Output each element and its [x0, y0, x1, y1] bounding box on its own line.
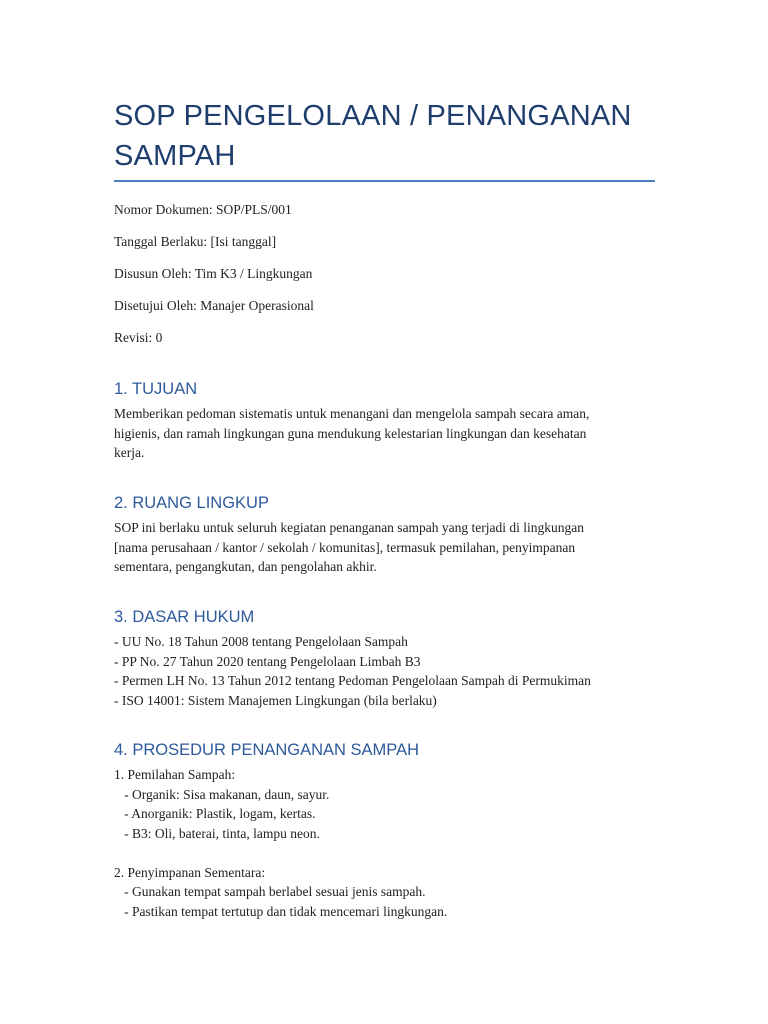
section-body-ruang-lingkup: [114, 518, 644, 577]
meta-nomor-dokumen: Nomor Dokumen: SOP/PLS/001: [114, 202, 292, 217]
meta-disusun-oleh: Disusun Oleh: Tim K3 / Lingkungan: [114, 266, 313, 281]
meta-revisi: Revisi: 0: [114, 330, 163, 345]
list-item: - Pastikan tempat tertutup dan tidak mencemari lingkungan.: [114, 903, 448, 919]
section-body-dasar-hukum: [114, 632, 644, 710]
list-item: - Organik: Sisa makanan, daun, sayur.: [114, 786, 330, 802]
section-body-tujuan: [114, 404, 644, 463]
list-item: - Gunakan tempat sampah berlabel sesuai jenis sampah.: [114, 884, 426, 899]
section-heading-ruang-lingkup: 2. RUANG LINGKUP: [114, 494, 269, 512]
section-heading-tujuan: 1. TUJUAN: [114, 380, 198, 398]
section-body-prosedur: [114, 765, 644, 921]
meta-disetujui-oleh: Disetujui Oleh: Manajer Operasional: [114, 298, 314, 313]
list-item: - PP No. 27 Tahun 2020 tentang Pengelolaan Limbah B3: [114, 653, 421, 669]
document-title: SOP PENGELOLAAN / PENANGANAN SAMPAH: [114, 100, 632, 172]
list-item: - UU No. 18 Tahun 2008 tentang Pengelolaan Sampah: [114, 634, 408, 649]
list-item: - Permen LH No. 13 Tahun 2012 tentang Pedoman Pengelolaan Sampah di Permukiman: [114, 673, 591, 688]
list-item: - ISO 14001: Sistem Manajemen Lingkungan (bila berlaku): [114, 692, 437, 708]
meta-tanggal-berlaku: Tanggal Berlaku: [Isi tanggal]: [114, 234, 277, 249]
title-divider: [114, 180, 655, 182]
section-heading-prosedur: 4. PROSEDUR PENANGANAN SAMPAH: [114, 741, 420, 759]
list-item: [114, 843, 644, 863]
list-item: - B3: Oli, baterai, tinta, lampu neon.: [114, 825, 320, 841]
paragraph-line: higienis, dan ramah lingkungan guna mendukung kelestarian lingkungan dan kesehatan: [114, 425, 587, 441]
list-item: - Anorganik: Plastik, logam, kertas.: [114, 806, 316, 821]
section-heading-dasar-hukum: 3. DASAR HUKUM: [114, 608, 255, 626]
paragraph-line: Memberikan pedoman sistematis untuk menangani dan mengelola sampah secara aman,: [114, 406, 590, 421]
paragraph-line: sementara, pengangkutan, dan pengolahan akhir.: [114, 559, 377, 574]
paragraph-line: kerja.: [114, 445, 145, 460]
list-item: 2. Penyimpanan Sementara:: [114, 864, 266, 880]
list-item: 1. Pemilahan Sampah:: [114, 767, 236, 782]
paragraph-line: SOP ini berlaku untuk seluruh kegiatan penanganan sampah yang terjadi di lingkungan: [114, 520, 585, 535]
paragraph-line: [nama perusahaan / kantor / sekolah / komunitas], termasuk pemilahan, penyimpanan: [114, 539, 576, 555]
